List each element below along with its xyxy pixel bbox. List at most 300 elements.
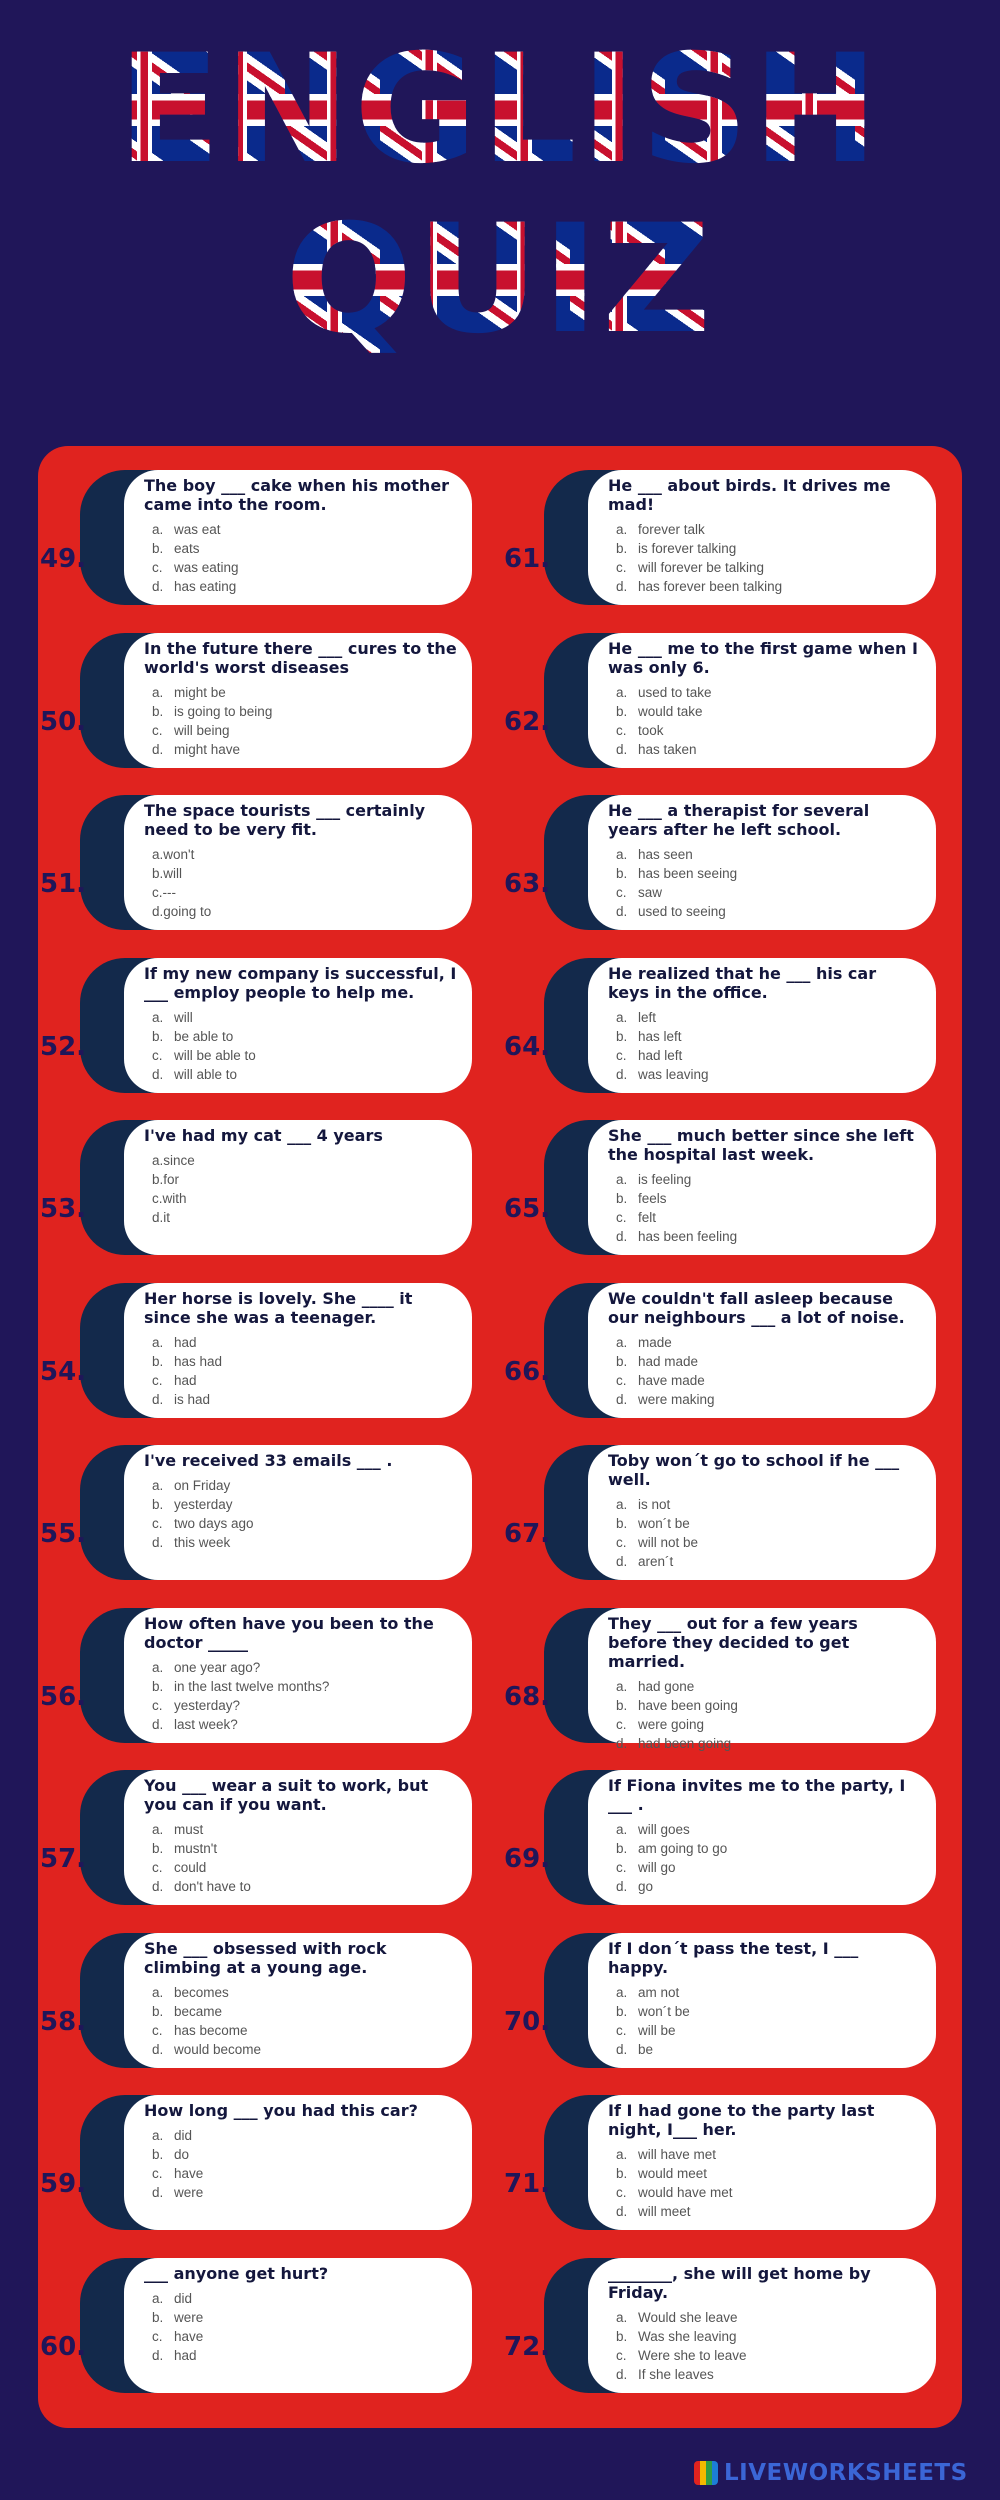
answer-option[interactable]	[152, 683, 458, 702]
option-letter: b.	[152, 1028, 164, 1044]
option-text: will goes	[638, 1822, 690, 1837]
question-text: If Fiona invites me to the party, I ___ .	[608, 1776, 906, 1814]
answer-option[interactable]	[616, 2327, 922, 2346]
question-number: 52.	[40, 1031, 87, 1062]
answer-option[interactable]	[616, 1715, 922, 1734]
question-card	[502, 1445, 942, 1580]
option-text: go	[638, 1879, 654, 1894]
question-text: If I had gone to the party last night, I___ her.	[608, 2101, 875, 2139]
option-list	[608, 1333, 922, 1409]
answer-option[interactable]	[152, 1208, 458, 1227]
question-box	[124, 1933, 472, 2068]
question-box	[124, 470, 472, 605]
question-card	[502, 2258, 942, 2393]
question-box	[124, 795, 472, 930]
answer-option[interactable]	[152, 740, 458, 759]
option-letter: c.	[152, 2166, 163, 2181]
option-text: Was she leaving	[638, 2328, 737, 2344]
option-letter: b.	[152, 703, 164, 719]
answer-option[interactable]	[152, 864, 458, 883]
answer-option[interactable]	[152, 1189, 458, 1208]
option-letter: b.	[616, 1191, 628, 1206]
question-box	[124, 1770, 472, 1905]
option-letter: a.	[616, 1984, 628, 2000]
answer-option[interactable]	[616, 1352, 922, 1371]
answer-option[interactable]	[616, 1227, 922, 1246]
answer-option[interactable]	[152, 1715, 458, 1734]
option-text: might have	[174, 741, 241, 757]
option-list	[144, 1151, 458, 1227]
option-text: felt	[638, 1210, 657, 1225]
answer-option[interactable]	[616, 1495, 922, 1514]
question-text: The boy ___ cake when his mother came into the room.	[144, 476, 450, 514]
question-card	[502, 470, 942, 605]
answer-option[interactable]	[152, 721, 458, 740]
option-letter: b.	[152, 1353, 164, 1369]
option-letter: c.	[152, 722, 163, 738]
question-card	[502, 2095, 942, 2230]
answer-option[interactable]	[616, 1552, 922, 1571]
question-text: If I don´t pass the test, I ___ happy.	[608, 1938, 859, 1977]
option-text: is going to being	[174, 703, 273, 719]
question-card	[502, 1283, 942, 1418]
option-letter: a.	[616, 1334, 628, 1350]
option-letter: b.	[616, 1353, 628, 1369]
option-text: was eating	[174, 560, 239, 575]
option-text: two days ago	[174, 1516, 254, 1531]
answer-option[interactable]	[616, 2040, 922, 2059]
option-text: were making	[638, 1391, 715, 1407]
question-text: I've received 33 emails ___ .	[144, 1451, 393, 1470]
option-text: took	[638, 722, 664, 738]
option-text: a.since	[152, 1153, 195, 1168]
option-text: Were she to leave	[638, 2347, 747, 2363]
answer-option[interactable]	[152, 2183, 458, 2202]
question-box	[588, 2095, 936, 2230]
option-letter: a.	[152, 1009, 164, 1025]
option-text: be able to	[174, 1028, 234, 1044]
option-list	[608, 1820, 922, 1896]
answer-option[interactable]	[152, 2126, 458, 2145]
question-number: 58.	[40, 2006, 87, 2037]
option-text: b.for	[152, 1172, 180, 1187]
option-text: mustn't	[174, 1841, 218, 1856]
question-box	[588, 1120, 936, 1255]
option-letter: d.	[616, 1735, 628, 1751]
answer-option[interactable]	[152, 1820, 458, 1839]
answer-option[interactable]	[152, 883, 458, 902]
question-number: 51.	[40, 869, 87, 899]
option-text: will meet	[638, 2204, 691, 2219]
answer-option[interactable]	[152, 1877, 458, 1896]
option-letter: d.	[616, 904, 628, 919]
question-number: 60.	[40, 2331, 87, 2362]
option-text: eats	[174, 541, 200, 556]
option-text: this week	[174, 1535, 231, 1550]
option-text: a.won't	[152, 847, 195, 862]
answer-option[interactable]	[616, 1065, 922, 1084]
option-list	[144, 520, 458, 596]
question-card	[502, 1120, 942, 1255]
question-number: 72.	[504, 2331, 551, 2362]
option-letter: a.	[152, 1659, 164, 1675]
option-letter: b.	[616, 866, 628, 881]
question-number: 64.	[504, 1031, 551, 1062]
option-letter: d.	[616, 2204, 628, 2219]
option-text: in the last twelve months?	[174, 1678, 330, 1694]
answer-option[interactable]	[152, 2308, 458, 2327]
answer-option[interactable]	[616, 1858, 922, 1877]
answer-option[interactable]	[152, 902, 458, 921]
question-text: You ___ wear a suit to work, but you can if you want.	[144, 1776, 429, 1814]
option-text: had	[174, 2347, 197, 2363]
question-text: How long ___ you had this car?	[144, 2101, 418, 2120]
option-letter: c.	[152, 1516, 163, 1531]
answer-option[interactable]	[616, 1390, 922, 1409]
option-letter: c.	[616, 1372, 627, 1388]
answer-option[interactable]	[616, 883, 922, 902]
option-list	[144, 1658, 458, 1734]
answer-option[interactable]	[152, 2327, 458, 2346]
question-number: 61.	[504, 544, 551, 574]
option-text: were going	[638, 1716, 705, 1732]
option-text: have	[174, 2328, 204, 2344]
answer-option[interactable]	[616, 864, 922, 883]
answer-option[interactable]	[616, 702, 922, 721]
option-text: am not	[638, 1984, 680, 2000]
option-letter: b.	[616, 541, 628, 556]
option-letter: b.	[152, 2309, 164, 2325]
question-card	[38, 2095, 478, 2230]
option-letter: d.	[616, 579, 628, 594]
question-card	[38, 1120, 478, 1255]
question-text: They ___ out for a few years before they decided to get married.	[608, 1613, 858, 1671]
answer-option[interactable]	[152, 1371, 458, 1390]
option-text: will forever be talking	[638, 560, 765, 575]
answer-option[interactable]	[152, 2164, 458, 2183]
option-text: could	[174, 1860, 207, 1875]
question-card	[38, 1445, 478, 1580]
answer-option[interactable]	[616, 577, 922, 596]
option-text: had gone	[638, 1678, 695, 1694]
option-letter: b.	[616, 2166, 628, 2181]
question-box	[588, 1608, 936, 1751]
answer-option[interactable]	[616, 1820, 922, 1839]
answer-option[interactable]	[152, 2145, 458, 2164]
option-letter: d.	[616, 1554, 628, 1569]
question-number: 53.	[40, 1194, 87, 1224]
option-text: do	[174, 2147, 190, 2162]
option-letter: a.	[152, 522, 164, 537]
answer-option[interactable]	[152, 2040, 458, 2059]
answer-option[interactable]	[616, 558, 922, 577]
question-box	[588, 795, 936, 930]
answer-option[interactable]	[616, 539, 922, 558]
option-list	[144, 2289, 458, 2365]
question-box	[124, 958, 472, 1093]
option-list	[608, 1677, 922, 1753]
answer-option[interactable]	[616, 740, 922, 759]
answer-option[interactable]	[616, 1839, 922, 1858]
option-text: has taken	[638, 741, 697, 757]
option-text: Would she leave	[638, 2309, 738, 2325]
option-text: had made	[638, 1353, 699, 1369]
answer-option[interactable]	[152, 558, 458, 577]
answer-option[interactable]	[616, 1046, 922, 1065]
question-box	[124, 1283, 472, 1418]
option-text: will being	[174, 722, 230, 738]
question-text: Toby won´t go to school if he ___ well.	[608, 1451, 900, 1489]
question-box	[588, 1933, 936, 2068]
option-list	[608, 2308, 922, 2384]
option-text: c.---	[152, 885, 176, 900]
option-letter: a.	[152, 2290, 164, 2306]
answer-option[interactable]	[616, 1027, 922, 1046]
answer-option[interactable]	[616, 1696, 922, 1715]
answer-option[interactable]	[616, 1333, 922, 1352]
answer-option[interactable]	[152, 1170, 458, 1189]
answer-option[interactable]	[616, 1371, 922, 1390]
answer-option[interactable]	[152, 1046, 458, 1065]
answer-option[interactable]	[152, 520, 458, 539]
answer-option[interactable]	[152, 845, 458, 864]
option-text: will be able to	[174, 1047, 256, 1063]
option-text: has been feeling	[638, 1229, 738, 1244]
answer-option[interactable]	[616, 902, 922, 921]
option-list	[608, 2145, 922, 2221]
option-letter: a.	[616, 1172, 628, 1187]
answer-option[interactable]	[152, 1514, 458, 1533]
question-box	[588, 633, 936, 768]
question-text: The space tourists ___ certainly need to be very fit.	[144, 801, 426, 839]
option-letter: c.	[616, 2185, 627, 2200]
question-card	[38, 1770, 478, 1905]
answer-option[interactable]	[152, 577, 458, 596]
answer-option[interactable]	[616, 2346, 922, 2365]
answer-option[interactable]	[152, 1839, 458, 1858]
question-card	[38, 1933, 478, 2068]
option-text: will go	[638, 1860, 676, 1875]
question-box	[124, 1608, 472, 1743]
answer-option[interactable]	[616, 1533, 922, 1552]
option-text: was leaving	[638, 1066, 709, 1082]
question-text: I've had my cat ___ 4 years	[144, 1126, 383, 1145]
answer-option[interactable]	[152, 1027, 458, 1046]
option-list	[608, 520, 922, 596]
option-letter: c.	[616, 1047, 627, 1063]
answer-option[interactable]	[616, 2164, 922, 2183]
answer-option[interactable]	[152, 1065, 458, 1084]
option-letter: b.	[152, 1678, 164, 1694]
question-card	[38, 2258, 478, 2393]
question-card	[502, 795, 942, 930]
option-text: is had	[174, 1391, 211, 1407]
option-text: had	[174, 1334, 197, 1350]
option-letter: a.	[152, 1478, 164, 1493]
option-text: b.will	[152, 866, 183, 881]
option-letter: b.	[616, 1841, 628, 1856]
answer-option[interactable]	[152, 1008, 458, 1027]
option-letter: b.	[152, 2147, 164, 2162]
option-letter: a.	[616, 2309, 628, 2325]
option-text: on Friday	[174, 1478, 231, 1493]
option-text: has forever been talking	[638, 579, 783, 594]
answer-option[interactable]	[616, 2183, 922, 2202]
answer-option[interactable]	[152, 1677, 458, 1696]
option-letter: a.	[616, 684, 628, 700]
option-letter: d.	[616, 1066, 628, 1082]
question-text: She ___ obsessed with rock climbing at a young age.	[144, 1938, 387, 1977]
answer-option[interactable]	[616, 721, 922, 740]
logo-icon	[694, 2461, 718, 2485]
option-letter: d.	[152, 2041, 164, 2057]
question-box	[588, 470, 936, 605]
question-card	[38, 1608, 478, 1743]
question-number: 54.	[40, 1356, 87, 1387]
answer-option[interactable]	[616, 1008, 922, 1027]
option-text: has eating	[174, 579, 237, 594]
logo-text: LIVEWORKSHEETS	[724, 2460, 968, 2486]
question-card	[502, 633, 942, 768]
option-text: won´t be	[638, 1516, 690, 1531]
option-list	[608, 1170, 922, 1246]
option-text: would take	[638, 703, 703, 719]
option-letter: c.	[616, 1210, 627, 1225]
option-letter: b.	[616, 2328, 628, 2344]
option-letter: c.	[616, 2022, 627, 2038]
option-text: is feeling	[638, 1172, 692, 1187]
answer-option[interactable]	[152, 1533, 458, 1552]
answer-option[interactable]	[152, 2002, 458, 2021]
answer-option[interactable]	[152, 1476, 458, 1495]
option-text: used to take	[638, 684, 712, 700]
option-letter: d.	[616, 1391, 628, 1407]
question-number: 59.	[40, 2169, 87, 2199]
answer-option[interactable]	[616, 2145, 922, 2164]
question-card	[38, 1283, 478, 1418]
question-number: 56.	[40, 1681, 87, 1712]
option-text: aren´t	[638, 1554, 674, 1569]
option-letter: d.	[152, 1535, 164, 1550]
answer-option[interactable]	[616, 2308, 922, 2327]
option-text: c.with	[152, 1191, 187, 1206]
option-letter: a.	[616, 1822, 628, 1837]
option-list	[608, 1008, 922, 1084]
question-card	[502, 1608, 942, 1751]
answer-option[interactable]	[152, 1333, 458, 1352]
option-text: be	[638, 2041, 654, 2057]
answer-option[interactable]	[616, 2021, 922, 2040]
answer-option[interactable]	[616, 520, 922, 539]
answer-option[interactable]	[152, 1658, 458, 1677]
option-text: d.it	[152, 1210, 171, 1225]
option-list	[144, 1983, 458, 2059]
answer-option[interactable]	[616, 2002, 922, 2021]
option-list	[144, 2126, 458, 2202]
option-text: becomes	[174, 1984, 229, 2000]
question-box	[124, 1445, 472, 1580]
answer-option[interactable]	[152, 1983, 458, 2002]
question-box	[588, 1445, 936, 1580]
option-letter: a.	[152, 2128, 164, 2143]
option-list	[608, 1495, 922, 1571]
answer-option[interactable]	[616, 1170, 922, 1189]
answer-option[interactable]	[152, 2346, 458, 2365]
option-text: won´t be	[638, 2003, 690, 2019]
option-text: would become	[174, 2041, 262, 2057]
option-letter: a.	[152, 1984, 164, 2000]
option-text: will not be	[638, 1535, 699, 1550]
answer-option[interactable]	[616, 1877, 922, 1896]
option-list	[608, 683, 922, 759]
question-number: 62.	[504, 706, 551, 737]
question-box	[588, 958, 936, 1093]
answer-option[interactable]	[152, 2021, 458, 2040]
question-text: He realized that he ___ his car keys in the office.	[608, 963, 877, 1002]
answer-option[interactable]	[152, 539, 458, 558]
option-text: have made	[638, 1372, 705, 1388]
option-letter: d.	[152, 579, 164, 594]
answer-option[interactable]	[152, 1696, 458, 1715]
answer-option[interactable]	[616, 2365, 922, 2384]
answer-option[interactable]	[616, 1677, 922, 1696]
answer-option[interactable]	[616, 1514, 922, 1533]
question-text: He ___ a therapist for several years after he left school.	[608, 801, 870, 839]
question-box	[588, 1770, 936, 1905]
question-box	[588, 2258, 936, 2393]
option-text: will able to	[174, 1066, 238, 1082]
answer-option[interactable]	[616, 1189, 922, 1208]
answer-option[interactable]	[152, 1352, 458, 1371]
question-card	[38, 795, 478, 930]
question-number: 65.	[504, 1194, 551, 1224]
question-card	[38, 958, 478, 1093]
option-text: have	[174, 2166, 204, 2181]
question-box	[124, 2095, 472, 2230]
option-letter: a.	[616, 2147, 628, 2162]
answer-option[interactable]	[152, 1858, 458, 1877]
answer-option[interactable]	[616, 845, 922, 864]
option-text: will	[174, 1009, 193, 1025]
option-letter: b.	[152, 2003, 164, 2019]
question-number: 66.	[504, 1356, 551, 1387]
answer-option[interactable]	[152, 1495, 458, 1514]
option-letter: a.	[152, 1822, 164, 1837]
option-letter: a.	[616, 1497, 628, 1512]
question-text: ________, she will get home by Friday.	[608, 2263, 871, 2302]
question-text: How often have you been to the doctor _____	[144, 1613, 434, 1652]
answer-option[interactable]	[616, 2202, 922, 2221]
option-letter: c.	[616, 2347, 627, 2363]
answer-option[interactable]	[152, 1390, 458, 1409]
answer-option[interactable]	[152, 702, 458, 721]
answer-option[interactable]	[152, 2289, 458, 2308]
option-letter: b.	[152, 1841, 164, 1856]
answer-option[interactable]	[616, 1734, 922, 1753]
answer-option[interactable]	[616, 683, 922, 702]
option-text: used to seeing	[638, 904, 726, 919]
answer-option[interactable]	[616, 1983, 922, 2002]
option-text: would meet	[638, 2166, 708, 2181]
option-text: has had	[174, 1353, 223, 1369]
question-number: 67.	[504, 1519, 551, 1549]
answer-option[interactable]	[152, 1151, 458, 1170]
answer-option[interactable]	[616, 1208, 922, 1227]
option-letter: b.	[616, 1516, 628, 1531]
option-letter: a.	[152, 684, 164, 700]
liveworksheets-logo[interactable]	[694, 2458, 968, 2488]
option-letter: d.	[616, 2366, 628, 2382]
